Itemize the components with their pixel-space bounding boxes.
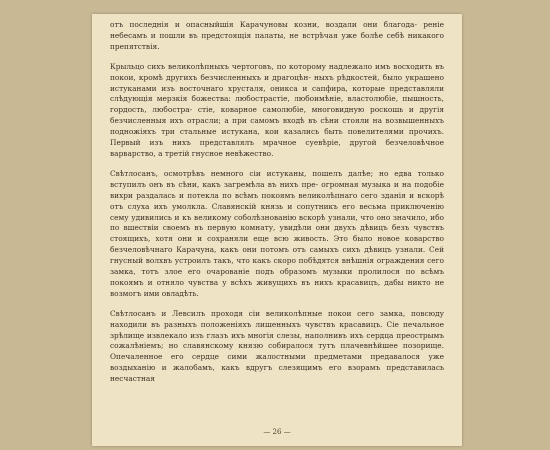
text-line: едва только вступилъ онъ въ сѣни, какъ загремѣла въ нихъ пре- — [110, 168, 444, 189]
text-line: покоямъ великолѣпнаго сего зданія и вскорѣ отъ слуха ихъ умолкла. — [110, 190, 444, 211]
paragraph-2 — [110, 62, 444, 160]
text-line: самыхъ сихъ дѣвицъ узнали. Сей гнусный волхвъ устроилъ такъ, что — [110, 245, 444, 266]
text-line: замка, повсюду находили въ разныхъ положеніяхъ лишенныхъ чувствъ — [110, 308, 444, 329]
paragraph-3 — [110, 169, 444, 300]
text-line: жалобамъ, какъ вдругъ слезящимъ его взорамъ представилась несчастная — [110, 363, 445, 384]
text-line: очарованіе подъ образомъ музыки пролилося по всѣмъ покоямъ и — [110, 267, 445, 287]
text-line: ихъ отрасли; а при самомъ входѣ въ сѣни стояли на возвышенныхъ — [169, 116, 444, 126]
text-line: Крыльцо сихъ великолѣпныхъ чертоговъ, по которому надлежало — [110, 61, 376, 71]
text-line: отняло чувства у всѣхъ живущихъ въ нихъ красавицъ, дабы никто — [156, 277, 435, 287]
text-line: безъ чувствъ стоящихъ, хотя они и сохраняли еще всю живость. Это — [110, 223, 444, 244]
paragraph-1 — [110, 20, 444, 53]
text-line: ныхъ рѣдкостей, было украшено истуканами изъ восточнаго хрусталя, — [110, 72, 444, 93]
text-line: отъ последнія и опасныйшія Карачуновы козни, воздали они благода- — [110, 20, 424, 29]
text-line: красавицъ. Сіе печальное зрѣлище извлекало изъ глазъ ихъ многія — [110, 319, 445, 340]
text-line: прочихъ. Первый изъ нихъ представлялъ мрачное суевѣріе, другой — [110, 127, 444, 148]
text-line: какъ скоро побѣдятся внѣшнія ограждения сего замка, тотъ злое его — [110, 256, 444, 277]
text-line: по вшествіи своемъ въ первую комнату, увидѣли они двухъ дѣвицъ — [110, 223, 392, 233]
text-line: себѣ никакого препятствія. — [110, 30, 444, 51]
text-line: безчеловѣчное варварство, а третій гнусное невѣжество. — [110, 138, 444, 158]
text-line: не возмогъ ими овладѣть. — [110, 277, 445, 298]
text-line: Свѣтлосанъ и Левсилъ проходя сіи великолѣпные покои сего — [110, 308, 380, 318]
page-text — [110, 20, 444, 385]
text-line: огромная музыка и на подобіе вихри раздалась и потекла по всѣмъ — [110, 179, 444, 200]
text-line: сердце сими жалостными предметами предавалося уже воздыханію и — [110, 352, 444, 373]
book-page — [92, 14, 462, 446]
text-line: подножіяхъ три стальные истукана, кои казались быть повелителями — [110, 127, 409, 137]
text-line: стіе, коварное самолюбіе, многовидную роскошь и другія безчисленныя — [110, 105, 445, 126]
text-line: реніе небесамъ и пошли въ предстоящія палаты, не встрѣчая уже болѣе — [110, 20, 444, 40]
text-line: князю собиралося тутъ плачевнѣйшее позорище. Опечаленное его — [110, 341, 444, 362]
text-line: любострастіе, любоимѣніе, властолюбіе, пышность, гордость, любостра- — [110, 94, 444, 115]
text-line: Славянскій князь и сопутникъ его весьма приключенію сему удивились — [110, 201, 444, 222]
paragraph-4 — [110, 309, 444, 385]
page-number: — 26 — — [263, 428, 291, 436]
text-line: оникса и сапфира, которые представляли слѣдующія мерзкія божества: — [110, 83, 444, 104]
text-line: было новое коварство безчеловѣчнаго Карачуна, какъ они потомъ отъ — [110, 234, 444, 255]
text-line: имъ восходить въ покои, кромѣ другихъ безчисленныхъ и драгоцѣн- — [110, 61, 444, 82]
text-line: слезы, наполнивъ ихъ сердца преострымъ сожалѣніемъ; но славянскому — [110, 330, 444, 351]
text-line: Свѣтлосанъ, осмотрѣвъ немного сіи истуканы, пошелъ далѣе; но — [110, 168, 395, 178]
text-line: и къ великому соболѣзнованію вскорѣ узнали, что оно значило, ибо — [174, 212, 444, 222]
